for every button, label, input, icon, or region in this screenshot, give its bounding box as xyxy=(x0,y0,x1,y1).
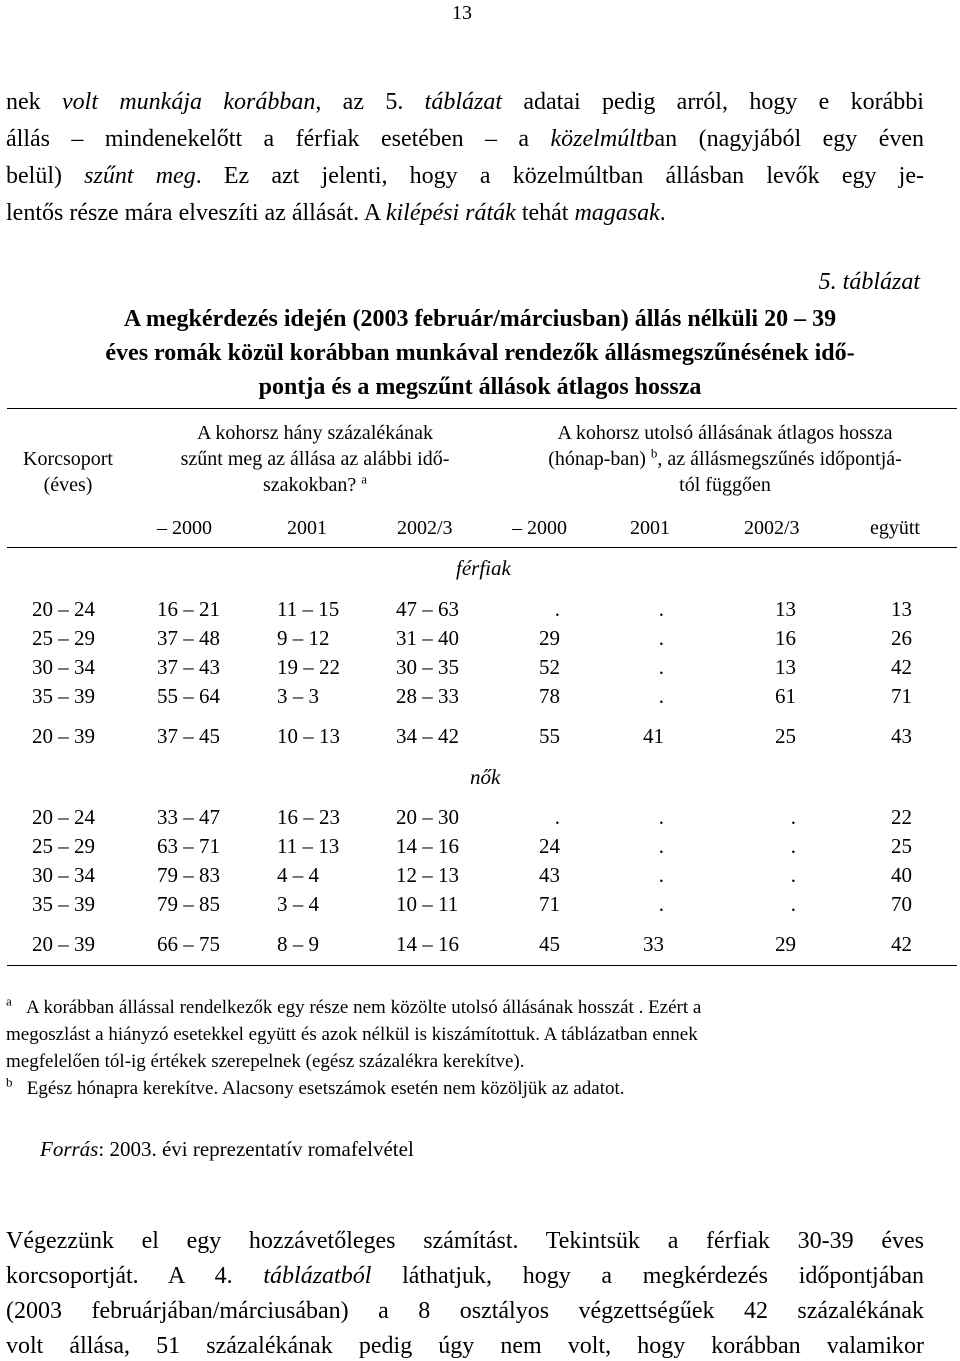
table-cell: 41 xyxy=(643,724,664,748)
table-cell: 30 – 35 xyxy=(396,655,459,679)
source-text: : 2003. évi reprezentatív romafelvétel xyxy=(98,1137,414,1161)
table-cell: 35 – 39 xyxy=(32,684,95,708)
table-cell: 42 xyxy=(891,655,912,679)
text-run: . xyxy=(659,200,666,226)
text-run-italic: táblázat xyxy=(424,89,503,115)
table-cell: 33 – 47 xyxy=(157,805,220,829)
table-cell: 10 – 13 xyxy=(277,724,340,748)
table-cell: 19 – 22 xyxy=(277,655,340,679)
table-cell: 31 – 40 xyxy=(396,626,459,650)
table-cell: 78 xyxy=(539,684,560,708)
text-run-italic: közelmúltb xyxy=(550,126,655,152)
table-cell: 20 – 39 xyxy=(32,724,95,748)
table-cell: . xyxy=(658,892,664,916)
table-cell: 3 – 3 xyxy=(277,684,319,708)
header-age-group xyxy=(8,446,128,498)
group-label-men: férfiak xyxy=(456,556,511,580)
table-cell: 11 – 15 xyxy=(277,597,340,621)
text-run-italic: kilépési ráták xyxy=(385,200,516,226)
table-cell: 40 xyxy=(891,863,912,887)
header-text: szakokban? xyxy=(262,474,357,496)
year-header-6: 2002/3 xyxy=(744,517,800,539)
table-cell: . xyxy=(790,892,796,916)
header-text: (hónap-ban) xyxy=(548,448,646,470)
table-cell: 14 – 16 xyxy=(396,932,459,956)
table-cell: 37 – 43 xyxy=(157,655,220,679)
table-cell: . xyxy=(658,684,664,708)
header-average-length xyxy=(498,420,952,498)
table-cell: 8 – 9 xyxy=(277,932,319,956)
table-cell: . xyxy=(790,834,796,858)
table-cell: . xyxy=(658,805,664,829)
text-run: nek xyxy=(6,89,62,115)
table-cell: 35 – 39 xyxy=(32,892,95,916)
header-text: (éves) xyxy=(43,474,93,496)
table-top-rule xyxy=(7,408,957,409)
table-cell: 33 xyxy=(643,932,664,956)
text-run: , az 5. xyxy=(315,89,425,115)
table-cell: 10 – 11 xyxy=(396,892,459,916)
table-cell: 25 – 29 xyxy=(32,834,95,858)
table-cell: 52 xyxy=(539,655,560,679)
footnote-text: Egész hónapra kerekítve. Alacsony esetszámok esetén nem közöljük az adatot. xyxy=(26,1078,625,1099)
table-cell: 45 xyxy=(539,932,560,956)
year-header-2: 2001 xyxy=(287,517,327,539)
table-cell: 16 xyxy=(775,626,796,650)
table-cell: 79 – 83 xyxy=(157,863,220,887)
table-cell: 55 – 64 xyxy=(157,684,220,708)
header-text-line xyxy=(498,446,952,472)
table-cell: 3 – 4 xyxy=(277,892,319,916)
table-cell: 29 xyxy=(775,932,796,956)
outro-line-3: (2003 februárjában/márciusában) a 8 osztályos végzettségűek 42 százalékának xyxy=(6,1298,924,1324)
text-run: lentős része mára elveszíti az állását. A xyxy=(6,200,386,226)
table-cell: . xyxy=(790,863,796,887)
footnote-text: A korábban állással rendelkezők egy része nem közölte utolsó állásának hosszát . Ezért a xyxy=(26,997,702,1018)
table-cell: 47 – 63 xyxy=(396,597,459,621)
table-title-line-3: pontja és a megszűnt állások átlagos hossza xyxy=(258,374,702,400)
year-header-1: – 2000 xyxy=(157,517,212,539)
year-header-7: együtt xyxy=(870,517,920,539)
table-cell: 61 xyxy=(775,684,796,708)
header-text-line xyxy=(136,472,494,498)
table-cell: 16 – 21 xyxy=(157,597,220,621)
header-text: , az állásmegszűnés időpontjá- xyxy=(657,448,902,470)
table-cell: 12 – 13 xyxy=(396,863,459,887)
footnote-a-line-3: megfelelően tól-ig értékek szerepelnek (egész százalékra kerekítve). xyxy=(6,1051,525,1072)
text-run: adatai pedig arról, hogy e korábbi xyxy=(502,89,924,115)
table-cell: 20 – 39 xyxy=(32,932,95,956)
header-share-ended xyxy=(136,420,494,498)
table-cell: 42 xyxy=(891,932,912,956)
table-bottom-rule xyxy=(7,965,957,966)
table-cell: 25 xyxy=(775,724,796,748)
text-run-italic: táblázatból xyxy=(263,1263,372,1289)
table-cell: . xyxy=(554,805,560,829)
table-cell: 20 – 24 xyxy=(32,597,95,621)
table-cell: 71 xyxy=(539,892,560,916)
table-cell: 70 xyxy=(891,892,912,916)
table-cell: . xyxy=(658,655,664,679)
table-cell: 24 xyxy=(539,834,560,858)
table-cell: 26 xyxy=(891,626,912,650)
footnote-marker-b: b xyxy=(6,1074,13,1090)
table-cell: 34 – 42 xyxy=(396,724,459,748)
footnote-marker-a: a xyxy=(6,993,12,1009)
text-run: korcsoportját. A 4. xyxy=(6,1263,264,1289)
intro-line-2 xyxy=(6,124,924,154)
year-header-5: 2001 xyxy=(630,517,670,539)
outro-line-4: volt állása, 51 százalékának pedig úgy nem volt, hogy korábban valamikor xyxy=(6,1333,924,1359)
table-cell: 37 – 48 xyxy=(157,626,220,650)
page-number: 13 xyxy=(452,2,472,24)
intro-line-4 xyxy=(6,198,924,228)
footnote-b-line-1 xyxy=(6,1076,625,1102)
table-cell: 43 xyxy=(539,863,560,887)
text-run: láthatjuk, hogy a megkérdezés időpontjában xyxy=(371,1263,924,1289)
text-run: an (nagyjából egy éven xyxy=(654,126,924,152)
table-cell: 37 – 45 xyxy=(157,724,220,748)
outro-line-1: Végezzünk el egy hozzávetőleges számítást. Tekintsük a férfiak 30-39 éves xyxy=(6,1228,924,1254)
text-run: belül) xyxy=(6,163,85,189)
text-run: tehát xyxy=(515,200,575,226)
year-header-3: 2002/3 xyxy=(397,517,453,539)
footnote-marker-a: a xyxy=(361,471,368,487)
text-run-italic: szűnt meg xyxy=(84,163,196,189)
intro-line-1 xyxy=(6,87,924,117)
table-cell: 20 – 30 xyxy=(396,805,459,829)
table-cell: 13 xyxy=(775,597,796,621)
text-run: . Ez azt jelenti, hogy a közelmúltban állásban levők egy je- xyxy=(195,163,924,189)
text-run: állás – mindenekelőtt a férfiak esetében – a xyxy=(6,126,551,152)
table-cell: . xyxy=(658,597,664,621)
table-cell: 43 xyxy=(891,724,912,748)
table-cell: 28 – 33 xyxy=(396,684,459,708)
outro-line-2 xyxy=(6,1261,924,1291)
table-cell: 9 – 12 xyxy=(277,626,330,650)
table-cell: 25 – 29 xyxy=(32,626,95,650)
year-header-4: – 2000 xyxy=(512,517,567,539)
table-cell: 29 xyxy=(539,626,560,650)
table-cell: . xyxy=(658,626,664,650)
table-cell: 13 xyxy=(775,655,796,679)
table-cell: 63 – 71 xyxy=(157,834,220,858)
table-cell: 30 – 34 xyxy=(32,863,95,887)
source-label: Forrás xyxy=(40,1137,99,1161)
table-cell: 71 xyxy=(891,684,912,708)
table-cell: 30 – 34 xyxy=(32,655,95,679)
text-run-italic: volt munkája korábban xyxy=(62,89,316,115)
table-label: 5. táblázat xyxy=(818,269,920,295)
table-cell: 4 – 4 xyxy=(277,863,319,887)
text-run-italic: magasak xyxy=(574,200,660,226)
table-cell: 20 – 24 xyxy=(32,805,95,829)
table-cell: . xyxy=(790,805,796,829)
header-text: szűnt meg az állása az alábbi idő- xyxy=(180,448,450,470)
footnote-a-line-2: megoszlást a hiányzó esetekkel együtt és azok nélkül is kiszámítottuk. A táblázatban ennek xyxy=(6,1024,698,1045)
table-cell: . xyxy=(658,863,664,887)
table-title-line-2: éves romák közül korábban munkával rendezők állásmegszűnésének idő- xyxy=(105,340,855,366)
table-cell: . xyxy=(554,597,560,621)
source-note xyxy=(40,1137,414,1162)
table-cell: 11 – 13 xyxy=(277,834,340,858)
table-cell: 22 xyxy=(891,805,912,829)
header-bottom-rule xyxy=(7,547,957,548)
intro-line-3 xyxy=(6,161,924,191)
header-text: tól függően xyxy=(679,474,771,496)
table-title-line-1: A megkérdezés idején (2003 február/márciusban) állás nélküli 20 – 39 xyxy=(123,306,837,332)
table-cell: 13 xyxy=(891,597,912,621)
table-cell: 25 xyxy=(891,834,912,858)
table-cell: 55 xyxy=(539,724,560,748)
table-cell: . xyxy=(658,834,664,858)
footnote-a-line-1 xyxy=(6,995,701,1021)
table-cell: 14 – 16 xyxy=(396,834,459,858)
table-cell: 66 – 75 xyxy=(157,932,220,956)
group-label-women: nők xyxy=(470,765,501,789)
table-cell: 79 – 85 xyxy=(157,892,220,916)
header-text: A kohorsz utolsó állásának átlagos hossza xyxy=(557,422,893,444)
table-cell: 16 – 23 xyxy=(277,805,340,829)
footnote-marker-b: b xyxy=(650,445,658,461)
header-text: A kohorsz hány százalékának xyxy=(196,422,433,444)
header-text: Korcsoport xyxy=(23,448,113,470)
